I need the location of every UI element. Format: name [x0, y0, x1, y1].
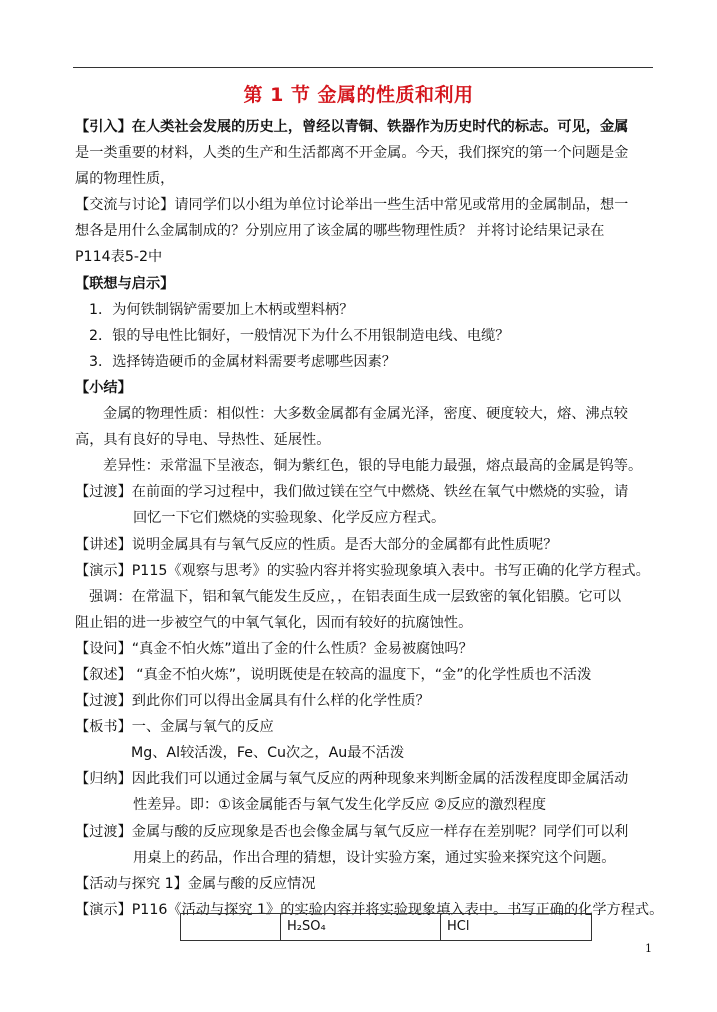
- section-heading: 【联想与启示】: [75, 275, 175, 292]
- header-rule: [73, 67, 653, 68]
- text-line-transition: 【过渡】到此你们可以得出金属具有什么样的化学性质？: [75, 693, 430, 710]
- text-line-transition: 【过渡】金属与酸的反应现象是否也会像金属与氧气反应一样存在差别呢？同学们可以利: [75, 823, 629, 840]
- text-line: 阻止铝的进一步被空气的中氧气氧化，因而有较好的抗腐蚀性。: [75, 614, 473, 631]
- text-line-discussion: 【交流与讨论】请同学们以小组为单位讨论举出一些生活中常见或常用的金属制品，想一: [75, 197, 629, 214]
- section-heading: 【小结】: [75, 379, 132, 396]
- experiment-table: [180, 913, 592, 941]
- text-line-demo: 【演示】P115《观察与思考》的实验内容并将实验现象填入表中。书写正确的化学方程式。: [75, 562, 650, 579]
- text-line: 想各是用什么金属制成的？分别应用了该金属的哪些物理性质？ 并将讨论结果记录在: [75, 223, 605, 240]
- list-item: 3．选择铸造硬币的金属材料需要考虑哪些因素？: [89, 353, 396, 370]
- page-number: 1: [645, 942, 652, 955]
- text-line: 金属的物理性质：相似性：大多数金属都有金属光泽，密度、硬度较大，熔、沸点较: [103, 406, 628, 423]
- text-line-question: 【设问】“真金不怕火炼”道出了金的什么性质？金易被腐蚀吗？: [75, 640, 473, 657]
- text-line: 强调：在常温下，铝和氧气能发生反应，，在铝表面生成一层致密的氧化铝膜。它可以: [89, 588, 622, 605]
- text-line-demo: 【演示】P116《活动与探究 1》的实验内容并将实验现象填入表中。书写正确的化学方程式。: [75, 901, 664, 918]
- text-line: 属的物理性质，: [75, 171, 175, 188]
- table-header-cell: H₂SO₄: [281, 914, 441, 940]
- body-text: [75, 114, 664, 923]
- text-line: 回忆一下它们燃烧的实验现象、化学反应方程式。: [133, 510, 446, 527]
- page-title: 第 1 节 金属的性质和利用: [243, 84, 474, 106]
- text-line-intro: 【引入】在人类社会发展的历史上，曾经以青铜、铁器作为历史时代的标志。可见，金属: [75, 119, 629, 135]
- text-line: 差异性：汞常温下呈液态，铜为紫红色，银的导电能力最强，熔点最高的金属是钨等。: [103, 458, 643, 475]
- table-header-cell: HCl: [447, 919, 470, 934]
- text-line: 性差异。即：①该金属能否与氧气发生化学反应 ②反应的激烈程度: [133, 797, 547, 814]
- text-line: 用桌上的药品，作出合理的猜想，设计实验方案，通过实验来探究这个问题。: [133, 849, 616, 866]
- list-item: 1．为何铁制锅铲需要加上木柄或塑料柄？: [89, 301, 354, 318]
- table-header-cell: [181, 914, 281, 940]
- text-line: 高，具有良好的导电、导热性、延展性。: [75, 432, 331, 449]
- text-line-narration: 【叙述】 “真金不怕火炼”，说明既使是在较高的温度下，“金”的化学性质也不活泼: [75, 666, 592, 683]
- text-line: 是一类重要的材料，人类的生产和生活都离不开金属。今天，我们探究的第一个问题是金: [75, 145, 629, 162]
- text-line: P114表5-2中: [75, 249, 163, 266]
- text-line-board: 【板书】一、金属与氧气的反应: [75, 719, 274, 736]
- text-line-activity: 【活动与探究 1】金属与酸的反应情况: [75, 875, 316, 892]
- text-line-lecture: 【讲述】说明金属具有与氧气反应的性质。是否大部分的金属都有此性质呢？: [75, 536, 558, 553]
- list-item: 2．银的导电性比铜好，一般情况下为什么不用银制造电线、电缆？: [89, 327, 510, 344]
- text-line: Mg、Al较活泼，Fe、Cu次之，Au最不活泼: [131, 745, 405, 762]
- text-line-summary: 【归纳】因此我们可以通过金属与氧气反应的两种现象来判断金属的活泼程度即金属活动: [75, 771, 629, 788]
- text-line-transition: 【过渡】在前面的学习过程中，我们做过镁在空气中燃烧、铁丝在氧气中燃烧的实验，请: [75, 484, 629, 501]
